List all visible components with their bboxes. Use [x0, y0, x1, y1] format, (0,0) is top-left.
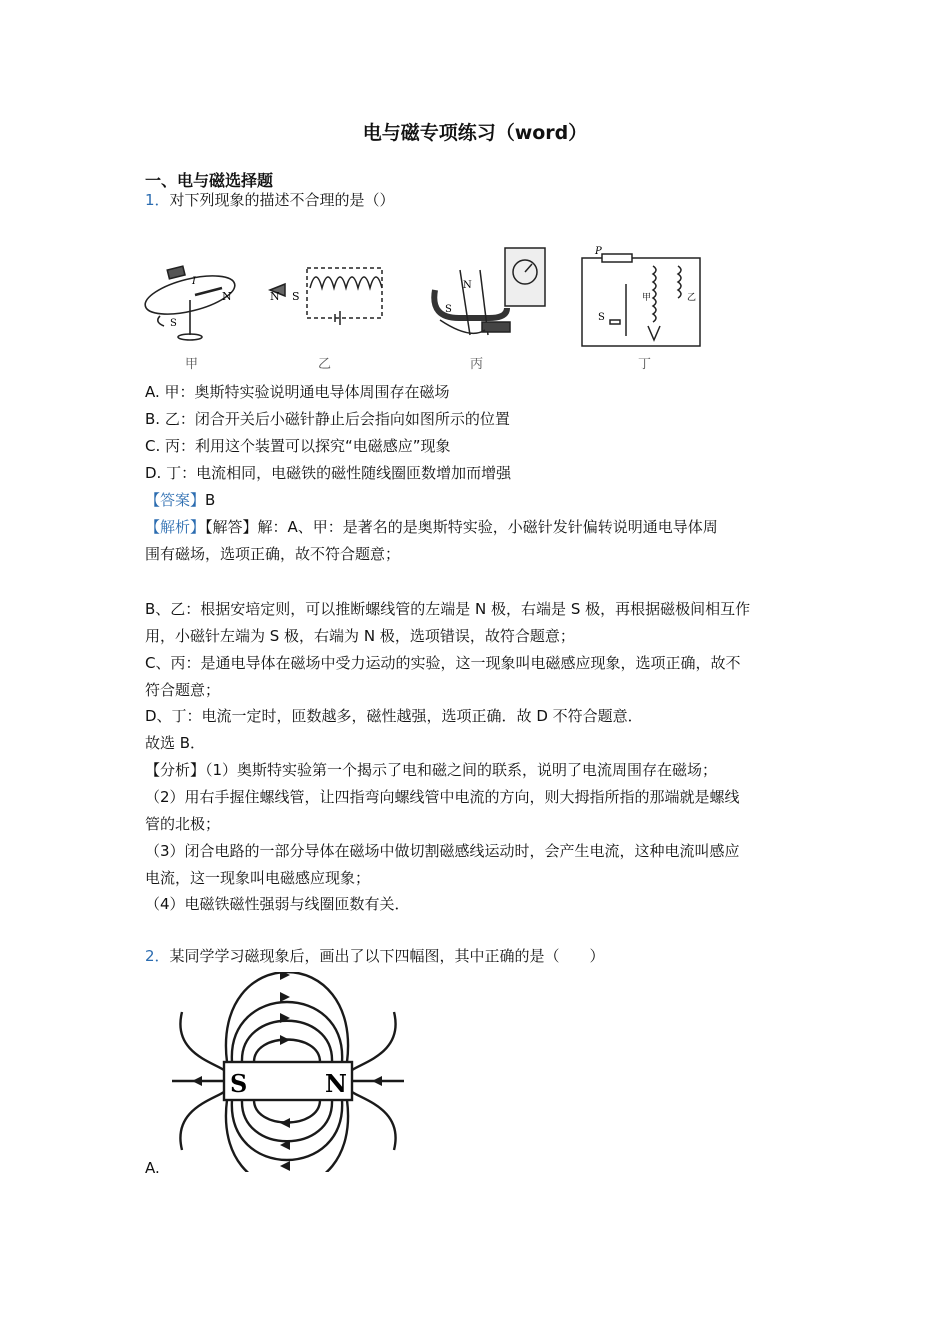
- option-c: C. 丙：利用这个装置可以探究“电磁感应”现象: [145, 437, 451, 455]
- analysis-line-5: C、丙：是通电导体在磁场中受力运动的实验，这一现象叫电磁感应现象，选项正确，故不: [145, 654, 741, 672]
- page-title: 电与磁专项练习（word）: [362, 122, 588, 144]
- figure-ding-jia-label: 甲: [642, 293, 652, 303]
- figure-caption-jia: 甲: [185, 357, 199, 372]
- figure-yi-n-label: N: [270, 290, 280, 303]
- figure-ding-s-label: S: [598, 312, 605, 323]
- figure-bing-apparatus: [434, 248, 545, 335]
- analysis-line-3: B、乙：根据安培定则，可以推断螺线管的左端是 N 极，右端是 S 极，再根据磁极间相互作: [145, 600, 751, 618]
- analysis-line-7: D、丁：电流一定时，匝数越多，磁性越强，选项正确．故 D 不符合题意．: [145, 707, 643, 725]
- figure-jia-s-label: S: [170, 318, 177, 329]
- question-1-number: 1．: [145, 191, 170, 209]
- figure-jia-n-label: N: [222, 290, 232, 303]
- analysis-line-11: 管的北极；: [145, 815, 221, 833]
- answer-tag: 【答案】: [145, 491, 206, 509]
- figure-ding-yi-label: 乙: [687, 293, 697, 303]
- magnet-n-pole: N: [325, 1069, 347, 1098]
- option-d: D. 丁：电流相同，电磁铁的磁性随线圈匝数增加而增强: [145, 464, 512, 482]
- figure-jia-oersted: [141, 266, 238, 340]
- analysis-line-12: （3）闭合电路的一部分导体在磁场中做切割磁感线运动时，会产生电流，这种电流叫感应: [145, 842, 740, 860]
- figure-yi-solenoid: [270, 268, 382, 325]
- analysis-line-1: [145, 517, 718, 537]
- answer-value: B: [205, 491, 216, 509]
- section-heading: 一、电与磁选择题: [145, 171, 274, 190]
- question-1-figures: [140, 240, 720, 375]
- question-1-stem: [145, 190, 395, 210]
- figure-jia-i-label: I: [192, 276, 196, 287]
- figure-caption-bing: 丙: [470, 357, 484, 372]
- option-b: B. 乙：闭合开关后小磁针静止后会指向如图所示的位置: [145, 410, 510, 428]
- analysis-line-13: 电流，这一现象叫电磁感应现象；: [145, 869, 371, 887]
- figure-ding-p-label: P: [595, 246, 602, 257]
- question-2-stem: [145, 946, 605, 966]
- analysis-line-2: 围有磁场，选项正确，故不符合题意；: [145, 545, 401, 563]
- answer-line: [145, 490, 215, 510]
- figure-ding-electromagnets: [582, 254, 700, 346]
- question-1-text: 对下列现象的描述不合理的是（）: [169, 191, 395, 209]
- figure-caption-ding: 丁: [638, 357, 652, 372]
- figure-bing-n-label: N: [463, 280, 472, 291]
- analysis-line-6: 符合题意；: [145, 681, 221, 699]
- question-2-number: 2．: [145, 947, 170, 965]
- figure-yi-s-label: S: [292, 290, 300, 303]
- magnet-field-figure: [172, 972, 407, 1172]
- question-2-option-a: A.: [145, 1159, 160, 1177]
- analysis-line-10: （2）用右手握住螺线管，让四指弯向螺线管中电流的方向，则大拇指所指的那端就是螺线: [145, 788, 740, 806]
- figure-caption-yi: 乙: [318, 357, 332, 372]
- analysis-text-1: 【解答】解：A、甲：是著名的是奥斯特实验，小磁针发针偏转说明通电导体周: [205, 518, 718, 536]
- option-a: A. 甲：奥斯特实验说明通电导体周围存在磁场: [145, 383, 450, 401]
- analysis-line-8: 故选 B．: [145, 734, 206, 752]
- figure-bing-s-label: S: [445, 304, 452, 315]
- analysis-line-4: 用，小磁针左端为 S 极，右端为 N 极，选项错误，故符合题意；: [145, 627, 575, 645]
- magnet-s-pole: S: [230, 1069, 248, 1098]
- analysis-tag: 【解析】: [145, 518, 206, 536]
- analysis-line-14: （4）电磁铁磁性强弱与线圈匝数有关．: [145, 895, 410, 913]
- analysis-line-9: 【分析】（1）奥斯特实验第一个揭示了电和磁之间的联系，说明了电流周围存在磁场；: [145, 761, 718, 779]
- question-2-text: 某同学学习磁现象后，画出了以下四幅图，其中正确的是（ ）: [169, 947, 605, 965]
